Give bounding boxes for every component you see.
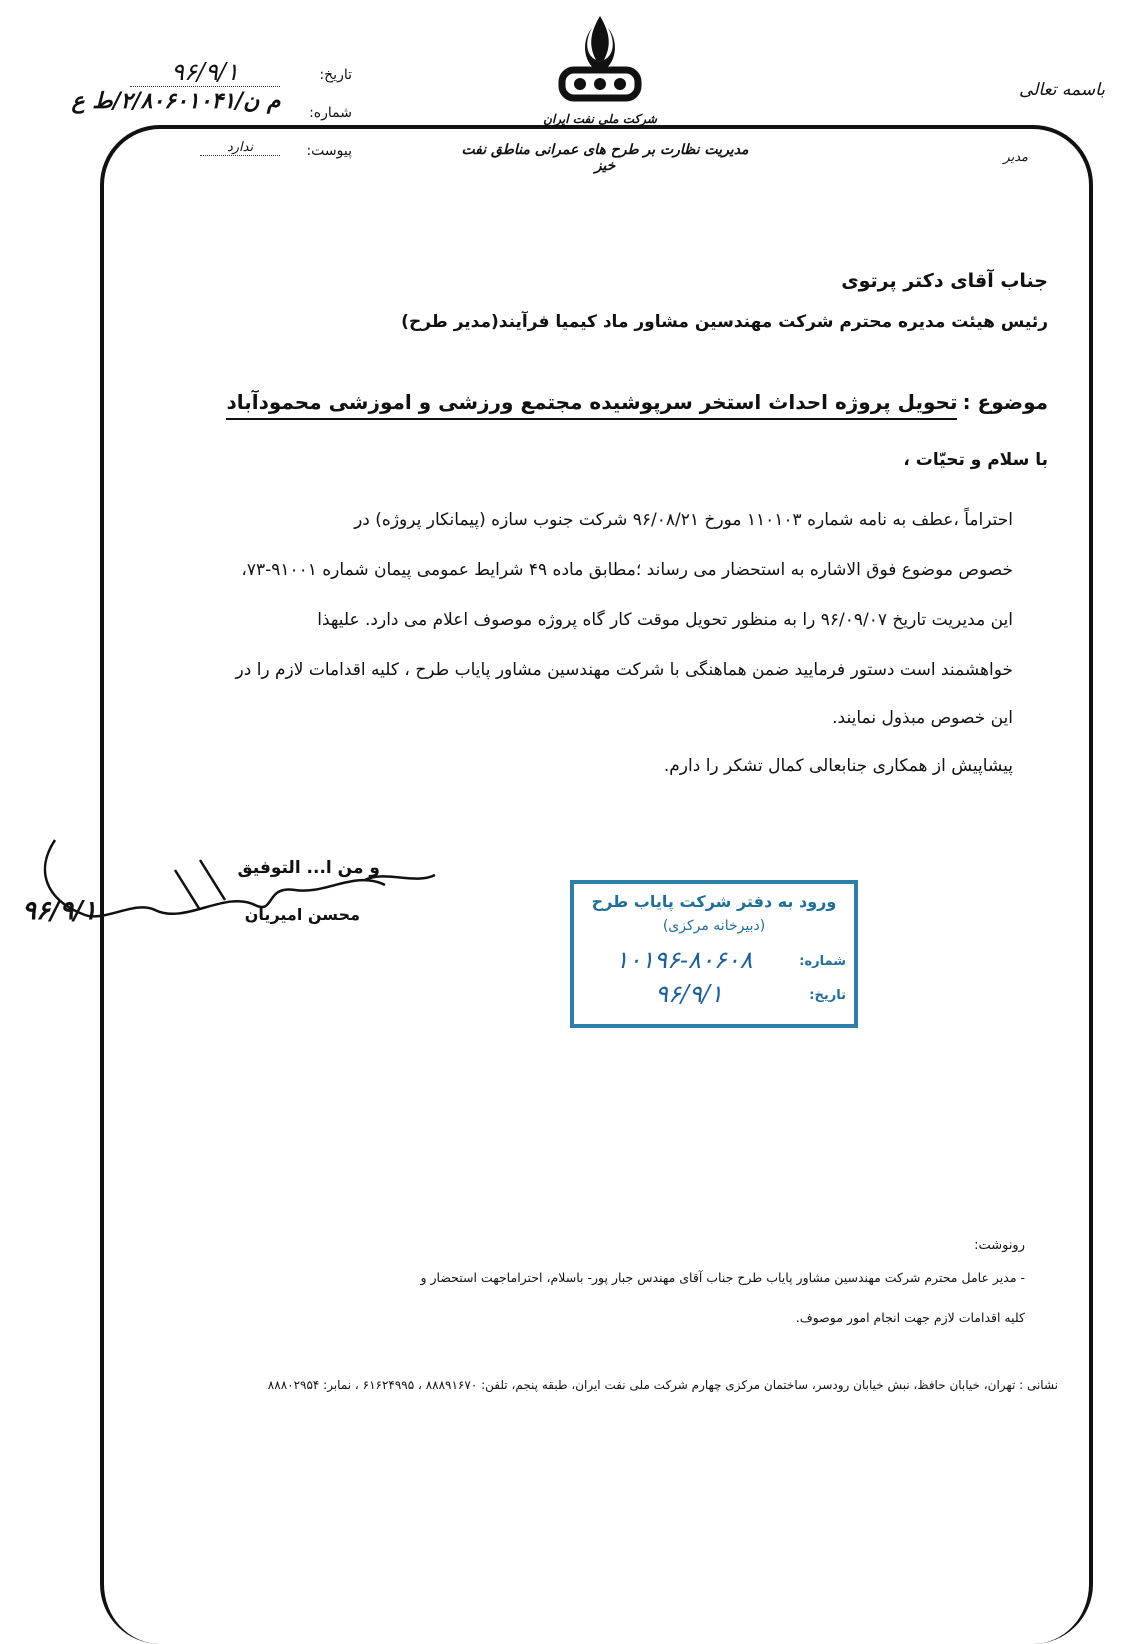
cc-label: رونوشت: — [974, 1238, 1025, 1253]
attachment-value: ندارد — [200, 140, 280, 156]
stamp-number-value: ۱۰۱۹۶-۸۰۶۰۸ — [615, 946, 753, 974]
body-line-1: احتراماً ،عطف به نامه شماره ۱۱۰۱۰۳ مورخ ۹۶/۰۸/۲۱ شرکت جنوب سازه (پیمانکار پروژه) در — [354, 510, 1013, 530]
number-value: م ن/۲/۸۰۶۰۱۰۴۱/ط ع — [71, 88, 281, 114]
signer-name: محسن امیریان — [244, 905, 360, 924]
date-value: ۹۶/۹/۱ — [130, 58, 280, 87]
number-label: شماره: — [309, 105, 352, 121]
date-label: تاریخ: — [319, 67, 352, 83]
body-line-2: خصوص موضوع فوق الاشاره به استحضار می رساند ؛مطابق ماده ۴۹ شرایط عمومی پیمان شماره ۹۱۰۰۱-۷۳، — [241, 560, 1013, 580]
body-line-5: این خصوص مبذول نمایند. — [832, 708, 1013, 728]
stamp-subtitle: (دبیرخانه مرکزی) — [662, 918, 766, 934]
stamp-number-label: شماره: — [799, 954, 846, 969]
body-line-3: این مدیریت تاریخ ۹۶/۰۹/۰۷ را به منظور تحویل موقت کار گاه پروژه موصوف اعلام می دارد. علیهذا — [317, 610, 1013, 630]
attachment-label: پیوست: — [306, 143, 352, 159]
handwritten-date: ۹۶/۹/۱ — [22, 896, 97, 926]
subject-label: موضوع : — [962, 390, 1048, 414]
greeting: با سلام و تحیّات ، — [903, 450, 1048, 470]
body-line-6: پیشاپیش از همکاری جنابعالی کمال تشکر را دارم. — [663, 756, 1013, 776]
oil-company-logo — [540, 8, 660, 128]
subject-text: تحویل پروژه احداث استخر سرپوشیده مجتمع ورزشی و اموزشی محمودآباد — [226, 390, 957, 420]
handwritten-signature — [25, 830, 445, 950]
department-name: مدیریت نظارت بر طرح های عمرانی مناطق نفت خیز — [461, 142, 749, 174]
manager-mark: مدیر — [1003, 150, 1028, 165]
stamp-title: ورود به دفتر شرکت پایاب طرح — [591, 892, 837, 911]
receipt-stamp — [570, 880, 858, 1028]
invocation: باسمه تعالی — [1019, 80, 1105, 100]
recipient-title: رئیس هیئت مدیره محترم شرکت مهندسین مشاور ماد کیمیا فرآیند(مدیر طرح) — [401, 312, 1048, 332]
cc-line-2: کلیه اقدامات لازم جهت انجام امور موصوف. — [795, 1310, 1025, 1325]
recipient-name: جناب آقای دکتر پرتوی — [841, 270, 1048, 292]
footer-address: نشانی : تهران، خیابان حافظ، نبش خیابان رودسر، ساختمان مرکزی چهارم شرکت ملی نفت ایران، طبقه پنجم، تلفن: ۸۸۸۹۱۶۷۰ ، ۶۱۶۲۴۹۹۵ ، نمابر: ۸۸۸۰۲۹۵۴ — [267, 1378, 1058, 1392]
closing-phrase: و من ا... التوفیق — [237, 858, 380, 878]
body-line-4: خواهشمند است دستور فرمایید ضمن هماهنگی با شرکت مهندسین مشاور پایاب طرح ، کلیه اقدامات لازم را در — [235, 660, 1013, 680]
stamp-date-value: ۹۶/۹/۱ — [655, 980, 723, 1008]
cc-line-1: - مدیر عامل محترم شرکت مهندسین مشاور پایاب طرح جناب آقای مهندس جبار پور- باسلام، احتراماجهت استحضار و — [420, 1270, 1025, 1285]
stamp-date-label: تاریخ: — [809, 988, 846, 1003]
subject-line — [188, 390, 1048, 414]
company-name: شرکت ملی نفت ایران — [543, 112, 657, 126]
